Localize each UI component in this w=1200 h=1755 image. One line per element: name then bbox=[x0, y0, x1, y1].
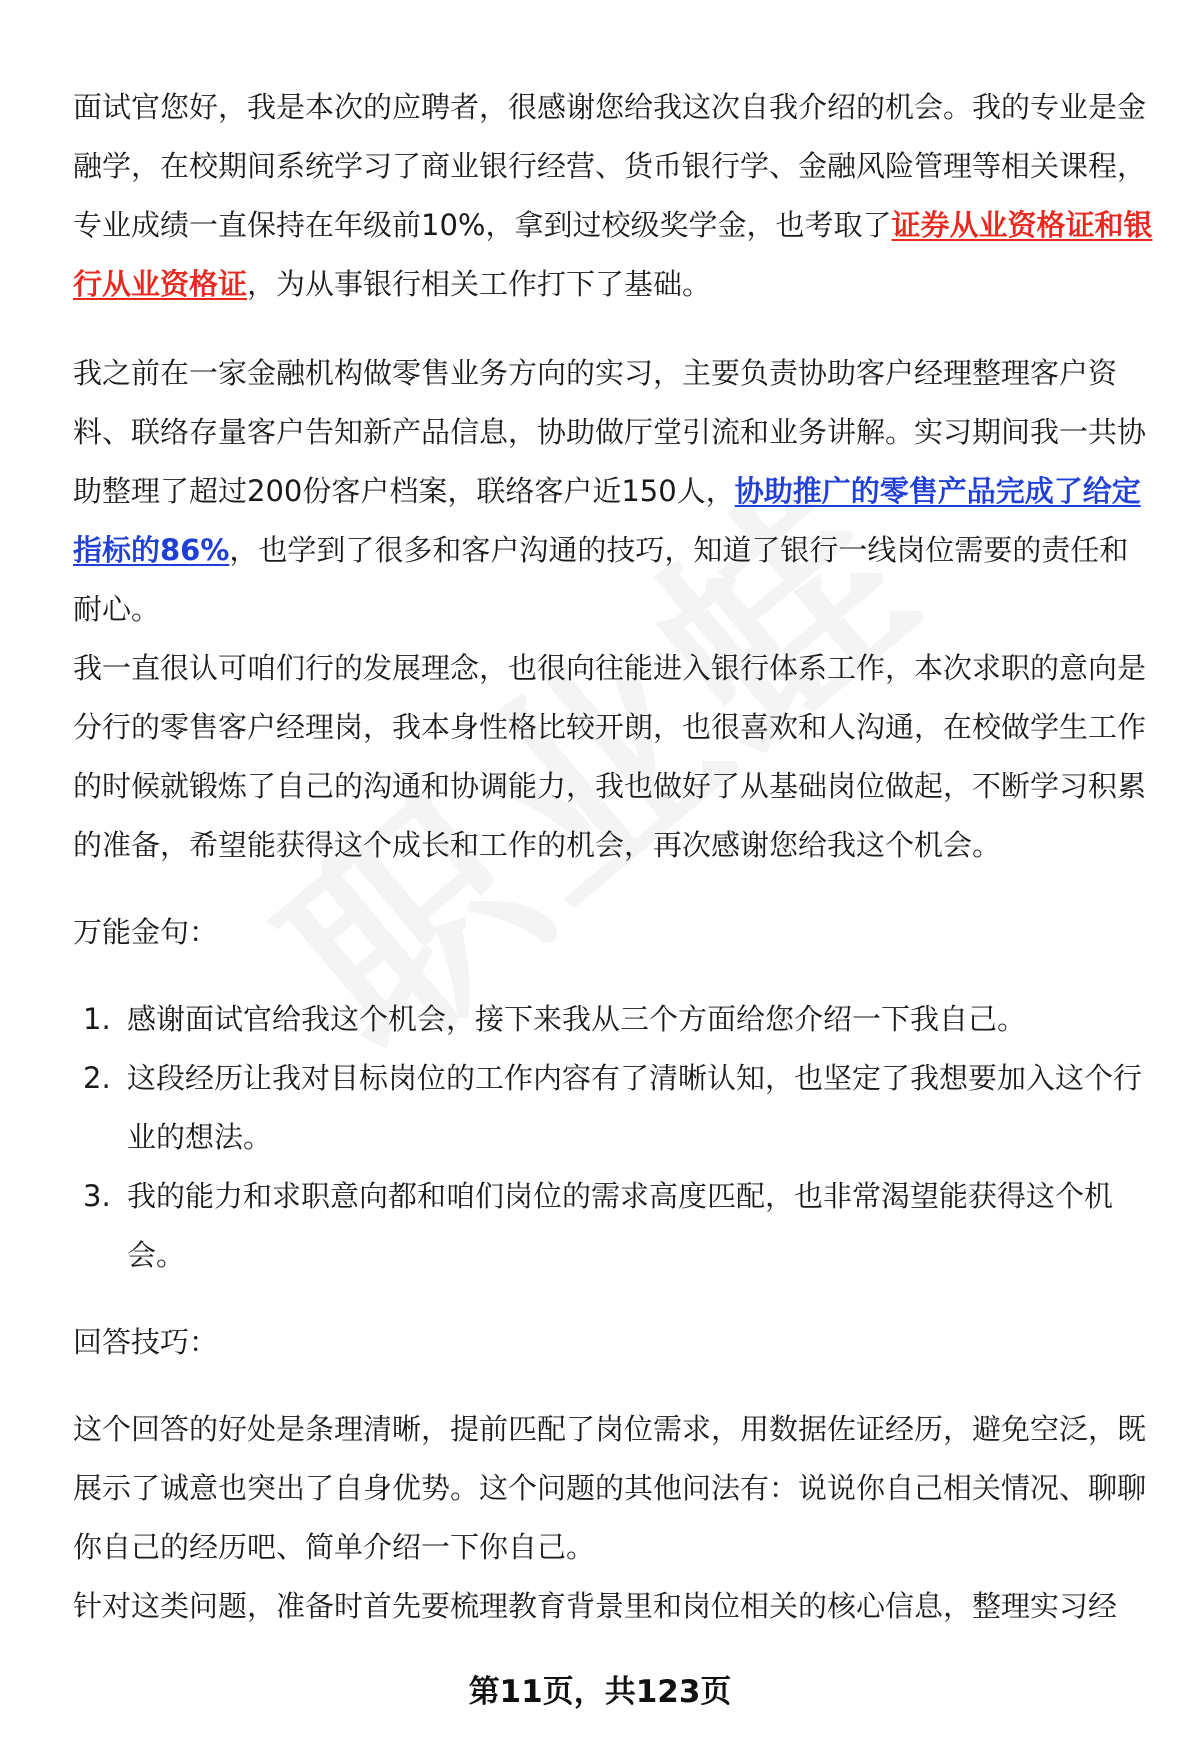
performance-highlight: 协助推广的零售产品完成了给定指标的86% bbox=[73, 474, 1141, 567]
list-item bbox=[73, 1167, 1153, 1285]
document-body bbox=[73, 78, 1153, 1636]
intro-text: 面试官您好，我是本次的应聘者，很感谢您给我这次自我介绍的机会。我的专业是金融学，在校期间系统学习了商业银行经营、货币银行学、金融风险管理等相关课程，专业成绩一直保持在年级前10%，拿到过校级奖学金，也考取了 bbox=[73, 90, 1147, 242]
tips-paragraph: 这个回答的好处是条理清晰，提前匹配了岗位需求，用数据佐证经历，避免空泛，既展示了诚意也突出了自身优势。这个问题的其他问法有：说说你自己相关情况、聊聊你自己的经历吧、简单介绍一下你自己。 bbox=[73, 1412, 1147, 1564]
golden-sentences-heading: 万能金句： bbox=[73, 915, 219, 949]
tips-heading: 回答技巧： bbox=[73, 1325, 219, 1359]
certificate-highlight: 证券从业资格证和银行从业资格证 bbox=[73, 208, 1153, 301]
internship-text: 我之前在一家金融机构做零售业务方向的实习，主要负责协助客户经理整理客户资料、联络存量客户告知新产品信息，协助做厅堂引流和业务讲解。实习期间我一共协助整理了超过200份客户档案，联络客户近150人， bbox=[73, 356, 1147, 508]
list-item-text: 我的能力和求职意向都和咱们岗位的需求高度匹配，也非常渴望能获得这个机会。 bbox=[127, 1179, 1114, 1272]
golden-sentences-list bbox=[73, 990, 1153, 1285]
list-item-number: 2. bbox=[83, 1061, 111, 1095]
intro-paragraph bbox=[73, 78, 1153, 314]
intro-text-end: ，为从事银行相关工作打下了基础。 bbox=[247, 267, 712, 301]
motivation-paragraph: 我一直很认可咱们行的发展理念，也很向往能进入银行体系工作，本次求职的意向是分行的零售客户经理岗，我本身性格比较开朗，也很喜欢和人沟通，在校做学生工作的时候就锻炼了自己的沟通和协调能力，我也做好了从基础岗位做起，不断学习积累的准备，希望能获得这个成长和工作的机会，再次感谢您给我这个机会。 bbox=[73, 651, 1147, 862]
internship-text-end: ，也学到了很多和客户沟通的技巧，知道了银行一线岗位需要的责任和耐心。 bbox=[73, 533, 1129, 626]
internship-paragraph bbox=[73, 344, 1153, 639]
list-item bbox=[73, 990, 1153, 1049]
page-number: 第11页，共123页 bbox=[468, 1674, 732, 1710]
list-item-number: 3. bbox=[83, 1179, 111, 1213]
list-item bbox=[73, 1049, 1153, 1167]
list-item-text: 感谢面试官给我这个机会，接下来我从三个方面给您介绍一下我自己。 bbox=[127, 1002, 1027, 1036]
list-item-text: 这段经历让我对目标岗位的工作内容有了清晰认知，也坚定了我想要加入这个行业的想法。 bbox=[127, 1061, 1143, 1154]
tips-paragraph-continued: 针对这类问题，准备时首先要梳理教育背景里和岗位相关的核心信息，整理实习经 bbox=[73, 1589, 1118, 1623]
list-item-number: 1. bbox=[83, 1002, 111, 1036]
